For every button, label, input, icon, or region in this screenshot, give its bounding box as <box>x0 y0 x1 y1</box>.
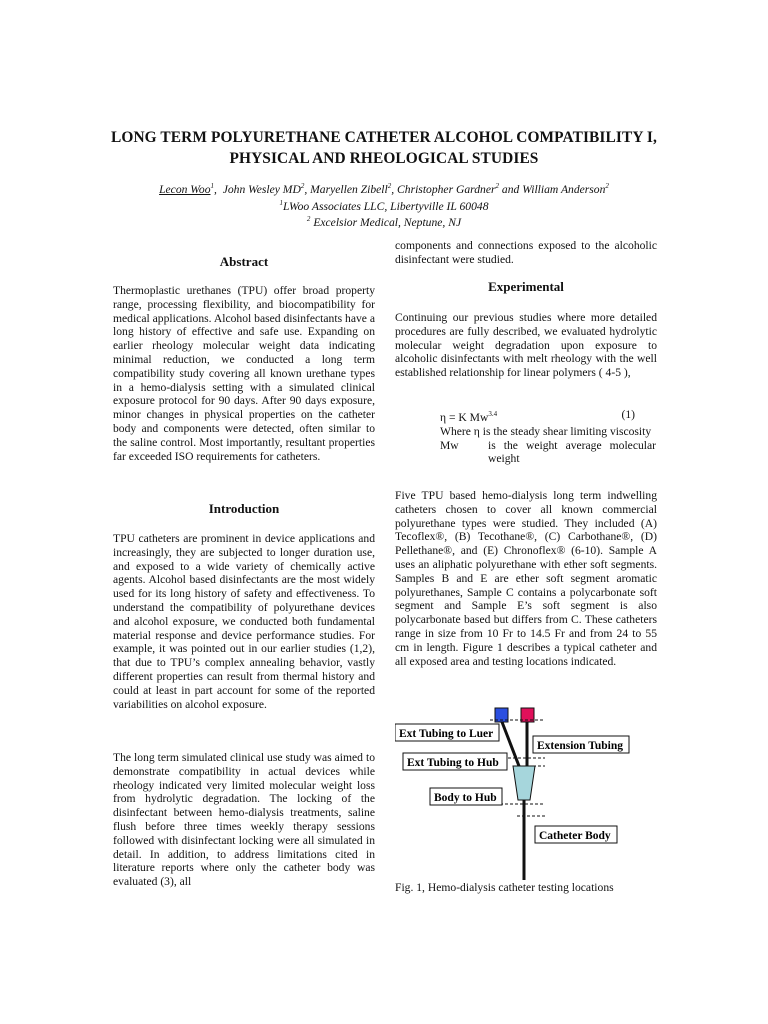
equation-where-2-text: is the weight average molecular weight <box>488 438 656 466</box>
equation-lhs <box>440 408 497 425</box>
author-1: Lecon Woo <box>159 183 211 196</box>
affiliation-1-sup: 1 <box>279 198 283 207</box>
affiliation-2-text: Excelsior Medical, Neptune, NJ <box>313 216 462 229</box>
author-line: Lecon Woo$^1$, John Wesley $MD^2$, Maryellen Zibell$^2$, Christopher Gardner$^2$ and William Anderson$^2$ <box>159 182 609 196</box>
catheter-hub <box>513 766 535 800</box>
introduction-paragraph-1: TPU catheters are prominent in device applications and increasingly, they are subjected to longer duration use, and exposed to a wide variety of chemically active agents. Alcohol based disinfectants are the most widely used for its long history of safety and effectiveness. To understand the compatibility of polyurethane devices and alcohol exposure, we conducted both fundamental material response and device performance studies. For example, it was pointed out in our earlier studies (1,2), that due to TPU’s complex annealing behavior, vastly different properties can result from thermal history and could at least in part account for some of the reported variabilities on alcohol exposure. <box>113 532 375 711</box>
equation-expression: η = K Mw <box>440 411 489 424</box>
author-block <box>60 180 708 230</box>
figure-caption: Fig. 1, Hemo-dialysis catheter testing locations <box>395 881 614 894</box>
affiliation-1 <box>60 197 708 214</box>
label-ext-tubing-hub-text: Ext Tubing to Hub <box>407 757 499 769</box>
label-ext-tubing-hub <box>403 753 507 770</box>
author-5: William Anderson <box>522 183 606 196</box>
equation-1 <box>440 408 656 425</box>
experimental-paragraph-1: Continuing our previous studies where more detailed procedures are fully described, we evaluated hydrolytic molecular weight degradation upon exposure to alcoholic disinfectants with melt rheology with the well established relationship for linear polymers ( 4-5 ), <box>395 311 657 380</box>
author-2: John Wesley MD <box>222 183 301 196</box>
introduction-heading: Introduction <box>208 501 280 516</box>
author-3: Maryellen Zibell <box>310 183 388 196</box>
experimental-paragraph-2: Five TPU based hemo-dialysis long term indwelling catheters chosen to cover all known commercial polyurethane types were studied. They included (A) Tecoflex®, (B) Tecothane®, (C) Carbothane®, (D) Pellethane®, and (E) Chronoflex® (6-10). Sample A uses an aliphatic polyurethane with ether soft segments. Samples B and E are ether soft segment aromatic polyurethanes, Sample C contains a polycarbonate soft segment and Sample E’s soft segment is also polycarbonate based but differs from C. These catheters range in size from 10 Fr to 14.5 Fr and from 24 to 55 cm in length. Figure 1 describes a typical catheter and all exposed area and testing locations indicated. <box>395 489 657 668</box>
author-3-sup: 2 <box>387 182 392 190</box>
label-catheter-body-text: Catheter Body <box>539 830 611 842</box>
catheter-figure <box>395 700 635 880</box>
equation-where-1: Where η is the steady shear limiting viscosity <box>440 424 652 438</box>
label-catheter-body <box>535 826 617 843</box>
abstract-text: Thermoplastic urethanes (TPU) offer broad property range, processing flexibility, and biocompatibility for medical applications. Alcohol based disinfectants have a long history of effective and safe use. Expanding on earlier rheology molecular weight data indicating minimal reduction, we conducted a long term compatibility study covering all known urethane types in a hemo-dialysis setting with a simulated clinical exposure protocol for 90 days. After 90 days exposure, minor changes in physical properties on the catheter body and components were detected, often similar to the saline control. Most importantly, resultant properties far exceeded ISO requirements for catheters. <box>113 284 375 463</box>
experimental-heading: Experimental <box>488 279 564 294</box>
abstract-heading: Abstract <box>219 254 269 269</box>
author-5-sup: 2 <box>605 182 609 190</box>
title-line-1: LONG TERM POLYURETHANE CATHETER ALCOHOL COMPATIBILITY I, <box>111 129 657 146</box>
author-4: Christopher Gardner <box>397 183 496 196</box>
paper-title <box>60 127 708 169</box>
equation-block <box>440 408 656 466</box>
label-extension-tubing-text: Extension Tubing <box>537 740 623 752</box>
label-extension-tubing <box>533 736 629 753</box>
affiliation-1-text: LWoo Associates LLC, Libertyville IL 60048 <box>283 199 489 213</box>
author-and: and <box>501 183 520 196</box>
author-1-sup: 1 <box>210 182 214 190</box>
label-body-to-hub <box>430 788 502 805</box>
introduction-paragraph-2: The long term simulated clinical use study was aimed to demonstrate compatibility in actual devices while rheology indicated very limited molecular weight loss from hydrolytic degradation. The locking of the disinfectant between hemo-dialysis treatments, saline flush before three times weekly therapy sessions followed with disinfectant locking were all simulated in detail. In addition, to address limitations cited in literature reports where only the catheter body was evaluated (3), all <box>113 751 375 889</box>
equation-where-2 <box>440 439 656 467</box>
introduction-paragraph-2-continued: components and connections exposed to the alcoholic disinfectant were studied. <box>395 239 657 266</box>
equation-number: (1) <box>621 408 635 421</box>
author-2-sup: 2 <box>300 182 305 190</box>
affiliation-2 <box>60 213 708 230</box>
title-line-2: PHYSICAL AND RHEOLOGICAL STUDIES <box>229 150 539 167</box>
equation-exponent: 3.4 <box>488 410 498 418</box>
affiliation-2-sup: 2 <box>306 215 311 223</box>
author-4-sup: 2 <box>495 182 499 190</box>
label-ext-tubing-luer-text: Ext Tubing to Luer <box>399 728 494 740</box>
label-ext-tubing-luer <box>395 724 499 741</box>
label-body-to-hub-text: Body to Hub <box>434 792 497 804</box>
equation-where-2-symbol: Mw <box>440 438 459 452</box>
